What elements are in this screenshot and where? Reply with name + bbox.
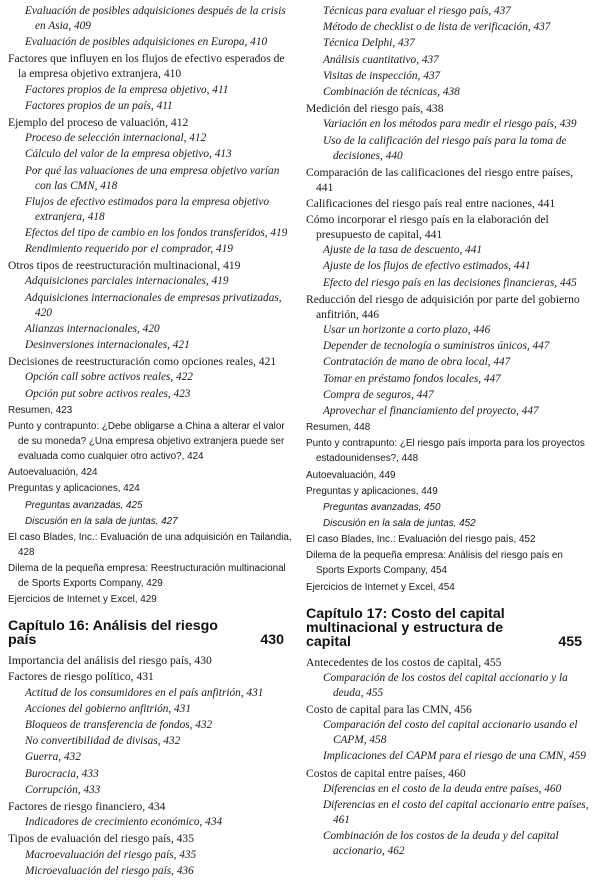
toc-entry: Factores de riesgo político, 431 xyxy=(8,670,154,684)
toc-subentry: Indicadores de crecimiento económico, 434 xyxy=(25,816,223,829)
toc-subentry: Efectos del tipo de cambio en los fondos transferidos, 419 xyxy=(25,226,288,239)
toc-subentry: Evaluación de posibles adquisiciones después de la crisis en Asia, 409 xyxy=(25,5,286,32)
chapter-heading xyxy=(306,607,592,649)
chapter-title: Capítulo 16: Análisis del riesgo país xyxy=(8,618,218,649)
toc-section-entry: El caso Blades, Inc.: Evaluación de una adquisición en Tailandia, 428 xyxy=(8,531,292,558)
toc-entry: Cómo incorporar el riesgo país en la elaboración del presupuesto de capital, 441 xyxy=(306,213,549,242)
toc-left-column xyxy=(8,4,294,880)
toc-entry: Importancia del análisis del riesgo país, 430 xyxy=(8,654,212,668)
toc-subentry: Método de checklist o de lista de verificación, 437 xyxy=(323,21,551,34)
toc-subentry: Desinversiones internacionales, 421 xyxy=(25,339,190,351)
toc-subentry: Análisis cuantitativo, 437 xyxy=(323,53,439,66)
toc-subentry: Macroevaluación del riesgo país, 435 xyxy=(25,848,197,861)
toc-subentry: Rendimiento requerido por el comprador, 419 xyxy=(25,243,233,256)
toc-subentry: Técnicas para evaluar el riesgo país, 437 xyxy=(323,5,511,17)
toc-section-entry: Punto y contrapunto: ¿Debe obligarse a China a alterar el valor de su moneda? ¿Una empresa objetivo extranjera puede ser evaluada como cualquier otro activo?, 424 xyxy=(8,420,285,462)
toc-subentry: Diferencias en el costo del capital accionario entre países, 461 xyxy=(323,798,589,826)
toc-subentry: Implicaciones del CAPM para el riesgo de una CMN, 459 xyxy=(323,750,586,763)
toc-subentry: Usar un horizonte a corto plazo, 446 xyxy=(323,324,491,336)
toc-entry: Medición del riesgo país, 438 xyxy=(306,102,444,116)
toc-subentry: Combinación de los costos de la deuda y del capital accionario, 462 xyxy=(323,830,559,858)
toc-entry: Antecedentes de los costos de capital, 455 xyxy=(306,655,502,669)
toc-subentry: Diferencias en el costo de la deuda entre países, 460 xyxy=(323,782,562,795)
toc-subentry: Burocracia, 433 xyxy=(25,767,99,780)
toc-subentry: Tomar en préstamo fondos locales, 447 xyxy=(323,372,501,385)
toc-subentry: Alianzas internacionales, 420 xyxy=(25,322,160,335)
toc-subentry: Ajuste de los flujos de efectivo estimados, 441 xyxy=(323,260,531,273)
toc-subentry: Comparación del costo del capital accionario usando el CAPM, 458 xyxy=(323,719,578,747)
toc-entry: Decisiones de reestructuración como opciones reales, 421 xyxy=(8,355,277,369)
toc-entry: Comparación de las calificaciones del riesgo entre países, 441 xyxy=(306,165,574,194)
chapter-page-number: 455 xyxy=(558,633,582,650)
toc-section-entry: Dilema de la pequeña empresa: Análisis del riesgo país en Sports Exports Company, 454 xyxy=(306,550,563,577)
toc-subentry: Contratación de mano de obra local, 447 xyxy=(323,356,511,369)
toc-subentry: Cálculo del valor de la empresa objetivo, 413 xyxy=(25,148,232,161)
toc-subentry: Ajuste de la tasa de descuento, 441 xyxy=(323,244,483,257)
toc-subentry: Factores propios de un país, 411 xyxy=(25,99,173,112)
toc-section-subentry: Preguntas avanzadas, 450 xyxy=(323,501,441,513)
toc-subentry: Técnica Delphi, 437 xyxy=(323,37,415,50)
toc-section-subentry: Preguntas avanzadas, 425 xyxy=(25,499,143,511)
toc-subentry: Microevaluación del riesgo país, 436 xyxy=(25,864,194,877)
toc-section-entry: Ejercicios de Internet y Excel, 429 xyxy=(8,594,157,606)
toc-subentry: Evaluación de posibles adquisiciones en Europa, 410 xyxy=(25,36,268,49)
toc-section-entry: Preguntas y aplicaciones, 449 xyxy=(306,485,438,497)
toc-subentry: Bloqueos de transferencia de fondos, 432 xyxy=(25,719,213,731)
toc-entry: Factores que influyen en los flujos de efectivo esperados de la empresa objetivo extranjera, 410 xyxy=(8,52,285,81)
toc-entry: Costo de capital para las CMN, 456 xyxy=(306,703,472,716)
toc-subentry: Opción call sobre activos reales, 422 xyxy=(25,371,193,384)
toc-section-subentry: Discusión en la sala de juntas, 427 xyxy=(25,515,178,527)
toc-section-subentry: Discusión en la sala de juntas, 452 xyxy=(323,518,476,530)
toc-section-entry: Autoevaluación, 424 xyxy=(8,467,98,479)
toc-subentry: Comparación de los costos del capital accionario y la deuda, 455 xyxy=(323,671,568,699)
toc-entry: Otros tipos de reestructuración multinacional, 419 xyxy=(8,259,241,273)
toc-section-entry: El caso Blades, Inc.: Evaluación del riesgo país, 452 xyxy=(306,534,536,546)
toc-subentry: Aprovechar el financiamiento del proyecto, 447 xyxy=(323,404,539,417)
toc-entry: Costos de capital entre países, 460 xyxy=(306,766,466,780)
toc-subentry: Actitud de los consumidores en el país anfitrión, 431 xyxy=(25,686,264,699)
toc-subentry: Combinación de técnicas, 438 xyxy=(323,85,460,98)
toc-subentry: Opción put sobre activos reales, 423 xyxy=(25,387,191,400)
chapter-heading xyxy=(8,619,294,647)
toc-subentry: Corrupción, 433 xyxy=(25,783,101,796)
toc-subentry: Compra de seguros, 447 xyxy=(323,388,434,401)
toc-section-entry: Preguntas y aplicaciones, 424 xyxy=(8,483,140,495)
toc-section-entry: Autoevaluación, 449 xyxy=(306,469,396,481)
toc-subentry: Flujos de efectivo estimados para la empresa objetivo extranjera, 418 xyxy=(25,195,269,223)
toc-section-entry: Resumen, 448 xyxy=(306,422,371,434)
chapter-page-number: 430 xyxy=(260,632,284,649)
toc-subentry: Factores propios de la empresa objetivo, 411 xyxy=(25,83,229,96)
toc-entry: Tipos de evaluación del riesgo país, 435 xyxy=(8,832,195,846)
toc-subentry: Visitas de inspección, 437 xyxy=(323,69,441,82)
toc-subentry: Depender de tecnología o suministros únicos, 447 xyxy=(323,340,550,353)
toc-entry: Reducción del riesgo de adquisición por parte del gobierno anfitrión, 446 xyxy=(306,292,580,321)
toc-entry: Ejemplo del proceso de valuación, 412 xyxy=(8,115,189,129)
toc-section-entry: Dilema de la pequeña empresa: Reestructuración multinacional de Sports Exports Company, 429 xyxy=(8,563,286,590)
toc-subentry: Acciones del gobierno anfitrión, 431 xyxy=(25,702,191,715)
toc-subentry: Variación en los métodos para medir el riesgo país, 439 xyxy=(323,118,577,131)
toc-subentry: Guerra, 432 xyxy=(25,751,81,764)
toc-subentry: Adquisiciones internacionales de empresas privatizadas, 420 xyxy=(25,291,282,319)
toc-subentry: Uso de la calificación del riesgo país para la toma de decisiones, 440 xyxy=(323,134,567,162)
toc-section-entry: Ejercicios de Internet y Excel, 454 xyxy=(306,581,455,593)
toc-right-column xyxy=(306,4,592,860)
toc-subentry: Proceso de selección internacional, 412 xyxy=(25,132,207,145)
toc-subentry: Adquisiciones parciales internacionales, 419 xyxy=(25,275,229,288)
toc-subentry: No convertibilidad de divisas, 432 xyxy=(25,735,181,748)
toc-entry: Calificaciones del riesgo país real entre naciones, 441 xyxy=(306,196,556,210)
toc-subentry: Por qué las valuaciones de una empresa objetivo varían con las CMN, 418 xyxy=(25,164,280,192)
toc-subentry: Efecto del riesgo país en las decisiones financieras, 445 xyxy=(323,276,577,289)
toc-section-entry: Resumen, 423 xyxy=(8,404,73,416)
chapter-title: Capítulo 17: Costo del capital multinacional y estructura de capital xyxy=(306,605,505,650)
toc-entry: Factores de riesgo financiero, 434 xyxy=(8,799,166,813)
toc-section-entry: Punto y contrapunto: ¿El riesgo país importa para los proyectos estadounidenses?, 448 xyxy=(306,438,585,465)
